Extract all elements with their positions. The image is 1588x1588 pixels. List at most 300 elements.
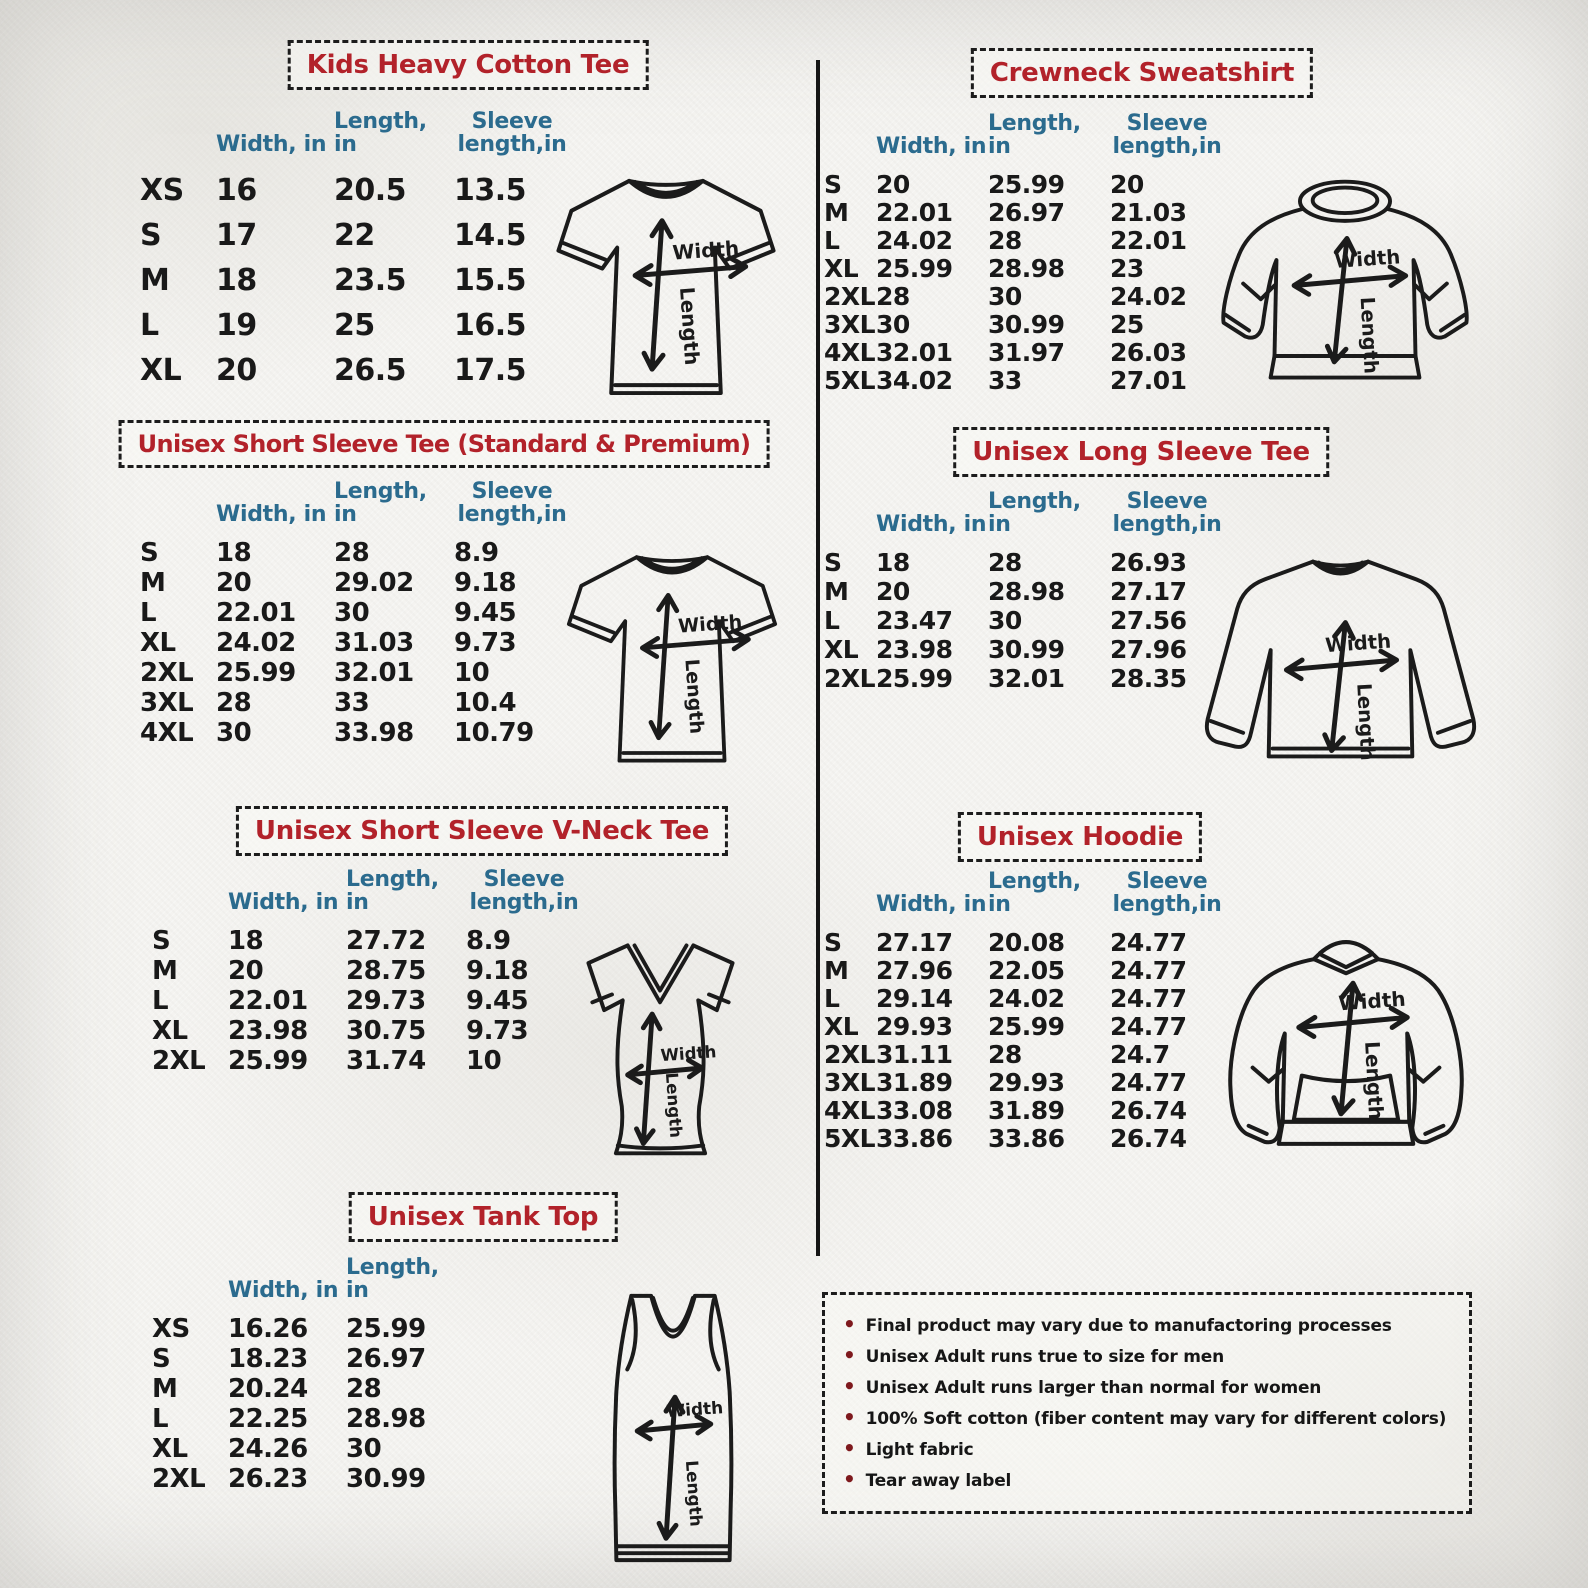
measurement-value: 31.03 bbox=[334, 628, 414, 659]
size-row bbox=[824, 282, 1224, 310]
measurement-value: 28 bbox=[876, 282, 910, 312]
size-label: M bbox=[140, 568, 166, 599]
measurement-value: 13.5 bbox=[454, 173, 527, 209]
size-row bbox=[152, 1464, 466, 1494]
size-row bbox=[824, 606, 1224, 635]
measurement-value: 30.99 bbox=[988, 635, 1065, 665]
size-label: S bbox=[824, 548, 842, 578]
length-arrow-label: Length bbox=[661, 1071, 686, 1139]
measurement-value: 28.98 bbox=[988, 577, 1065, 607]
measurement-value: 24.02 bbox=[876, 226, 953, 256]
measurement-value: 24.02 bbox=[1110, 282, 1187, 312]
size-row bbox=[152, 1434, 466, 1464]
length-arrow-label: Length bbox=[1360, 1040, 1389, 1121]
measurement-value: 30.99 bbox=[988, 310, 1065, 340]
column-header: Width, in bbox=[228, 1278, 339, 1304]
measurement-value: 25.99 bbox=[216, 658, 296, 689]
measurement-value: 26.23 bbox=[228, 1464, 308, 1495]
size-label: M bbox=[824, 577, 849, 607]
hoodie-hood bbox=[1314, 942, 1378, 973]
column-header: Sleeve length,in bbox=[1112, 869, 1222, 918]
size-row bbox=[824, 1040, 1224, 1068]
width-arrow-label: Width bbox=[1324, 629, 1392, 658]
note-item: • 100% Soft cotton (fiber content may vary for different colors) bbox=[843, 1403, 1451, 1434]
measurement-value: 10 bbox=[466, 1046, 502, 1077]
size-row bbox=[824, 1124, 1224, 1152]
measurement-value: 27.96 bbox=[876, 956, 953, 986]
column-header: Length, in bbox=[346, 1255, 439, 1304]
measurement-value: 25.99 bbox=[346, 1314, 426, 1345]
measurement-value: 14.5 bbox=[454, 218, 527, 254]
tee-outline bbox=[558, 181, 773, 393]
measurement-value: 24.77 bbox=[1110, 956, 1187, 986]
section-title-unisex-short-sleeve-tee: Unisex Short Sleeve Tee (Standard & Premium) bbox=[119, 420, 770, 468]
tank-neck-armholes bbox=[627, 1298, 718, 1370]
measurement-value: 9.73 bbox=[454, 628, 517, 659]
measurement-value: 22.01 bbox=[1110, 226, 1187, 256]
measurement-value: 18.23 bbox=[228, 1344, 308, 1375]
size-label: XL bbox=[152, 1016, 188, 1047]
measurement-value: 16.26 bbox=[228, 1314, 308, 1345]
measurement-value: 31.74 bbox=[346, 1046, 426, 1077]
measurement-value: 25.99 bbox=[876, 664, 953, 694]
size-row bbox=[152, 1314, 466, 1344]
tank-hem-lines bbox=[617, 1546, 728, 1553]
unisex-short-sleeve-tee-table bbox=[140, 480, 570, 748]
size-label: 2XL bbox=[824, 664, 876, 694]
size-label: M bbox=[824, 198, 849, 228]
measurement-value: 27.01 bbox=[1110, 366, 1187, 396]
measurement-value: 18 bbox=[216, 538, 252, 569]
measurement-value: 10 bbox=[454, 658, 490, 689]
size-label: 2XL bbox=[824, 1040, 876, 1070]
length-arrow bbox=[644, 221, 671, 369]
measurement-value: 20.5 bbox=[334, 173, 407, 209]
size-row bbox=[824, 928, 1224, 956]
measurement-value: 20 bbox=[1110, 170, 1144, 200]
measurement-value: 20.08 bbox=[988, 928, 1065, 958]
measurement-value: 9.18 bbox=[466, 956, 529, 987]
measurement-value: 31.97 bbox=[988, 338, 1065, 368]
unisex-hoodie-table bbox=[824, 870, 1224, 1152]
note-item: • Light fabric bbox=[843, 1434, 1451, 1465]
measurement-value: 16.5 bbox=[454, 308, 527, 344]
measurement-value: 28 bbox=[334, 538, 370, 569]
size-label: M bbox=[152, 956, 178, 987]
length-arrow-label: Length bbox=[680, 658, 709, 735]
size-row bbox=[824, 366, 1224, 394]
measurement-value: 26.74 bbox=[1110, 1096, 1187, 1126]
measurement-value: 20 bbox=[228, 956, 264, 987]
width-arrow-label: Width bbox=[1337, 986, 1407, 1016]
column-header: Length, in bbox=[988, 869, 1081, 918]
measurement-value: 30.99 bbox=[346, 1464, 426, 1495]
size-row bbox=[824, 1096, 1224, 1124]
measurement-value: 24.02 bbox=[988, 984, 1065, 1014]
measurement-value: 24.77 bbox=[1110, 1068, 1187, 1098]
length-arrow-label: Length bbox=[1355, 296, 1383, 375]
measurement-value: 10.4 bbox=[454, 688, 517, 719]
product-notes-box bbox=[822, 1292, 1472, 1514]
v-neck-tee-drawing bbox=[548, 918, 773, 1168]
length-arrow bbox=[636, 1014, 660, 1143]
size-row bbox=[140, 303, 570, 348]
measurement-value: 28.98 bbox=[988, 254, 1065, 284]
measurement-value: 31.89 bbox=[876, 1068, 953, 1098]
size-label: 2XL bbox=[140, 658, 194, 689]
crewneck-sweatshirt-drawing bbox=[1195, 168, 1495, 403]
measurement-value: 9.45 bbox=[466, 986, 529, 1017]
size-label: L bbox=[140, 598, 157, 629]
size-label: L bbox=[152, 986, 169, 1017]
size-row bbox=[824, 198, 1224, 226]
size-label: XL bbox=[140, 628, 176, 659]
measurement-value: 28.75 bbox=[346, 956, 426, 987]
section-title-unisex-hoodie: Unisex Hoodie bbox=[958, 812, 1202, 862]
measurement-value: 18 bbox=[876, 548, 910, 578]
width-arrow-label: Width bbox=[659, 1042, 717, 1066]
size-label: 4XL bbox=[140, 718, 194, 749]
size-label: 3XL bbox=[824, 310, 876, 340]
size-row bbox=[824, 956, 1224, 984]
column-header: Width, in bbox=[876, 512, 987, 538]
note-item: • Final product may vary due to manufactoring processes bbox=[843, 1310, 1451, 1341]
size-row bbox=[140, 258, 570, 303]
length-arrow bbox=[651, 595, 677, 737]
column-header: Sleeve length,in bbox=[469, 867, 579, 916]
size-row bbox=[824, 635, 1224, 664]
measurement-value: 16 bbox=[216, 173, 257, 209]
size-row bbox=[824, 1012, 1224, 1040]
size-label: XL bbox=[824, 635, 859, 665]
measurement-value: 23 bbox=[1110, 254, 1144, 284]
measurement-value: 23.5 bbox=[334, 263, 407, 299]
width-arrow-label: Width bbox=[671, 236, 740, 265]
measurement-value: 22 bbox=[334, 218, 375, 254]
measurement-value: 22.01 bbox=[228, 986, 308, 1017]
measurement-value: 33.86 bbox=[988, 1124, 1065, 1154]
column-header: Sleeve length,in bbox=[1112, 111, 1222, 160]
measurement-value: 20 bbox=[216, 353, 257, 389]
size-row bbox=[140, 688, 570, 718]
measurement-value: 23.98 bbox=[228, 1016, 308, 1047]
measurement-value: 30 bbox=[346, 1434, 382, 1465]
width-arrow-label: Width bbox=[665, 1397, 724, 1422]
length-arrow-label: Length bbox=[681, 1459, 707, 1528]
size-row bbox=[824, 664, 1224, 693]
size-row bbox=[152, 1404, 466, 1434]
measurement-value: 28 bbox=[988, 226, 1022, 256]
measurement-value: 24.77 bbox=[1110, 1012, 1187, 1042]
size-label: 2XL bbox=[152, 1464, 206, 1495]
measurement-value: 30 bbox=[988, 606, 1022, 636]
measurement-value: 9.18 bbox=[454, 568, 517, 599]
size-row bbox=[152, 1344, 466, 1374]
size-label: 2XL bbox=[152, 1046, 206, 1077]
size-label: M bbox=[140, 263, 170, 299]
measurement-value: 24.26 bbox=[228, 1434, 308, 1465]
size-row bbox=[824, 577, 1224, 606]
table-header-row bbox=[140, 110, 570, 156]
column-header: Width, in bbox=[876, 134, 987, 160]
measurement-value: 25.99 bbox=[876, 254, 953, 284]
size-label: 4XL bbox=[824, 1096, 876, 1126]
size-label: S bbox=[140, 538, 159, 569]
measurement-value: 22.01 bbox=[876, 198, 953, 228]
size-row bbox=[140, 213, 570, 258]
measurement-value: 26.97 bbox=[988, 198, 1065, 228]
size-label: S bbox=[824, 170, 842, 200]
size-row bbox=[140, 598, 570, 628]
measurement-value: 30 bbox=[216, 718, 252, 749]
size-label: S bbox=[152, 926, 171, 957]
size-row bbox=[140, 718, 570, 748]
section-title-crewneck-sweatshirt: Crewneck Sweatshirt bbox=[971, 48, 1313, 98]
measurement-value: 22.01 bbox=[216, 598, 296, 629]
size-label: S bbox=[824, 928, 842, 958]
hoodie-hem-band bbox=[1279, 1122, 1414, 1144]
unisex-long-sleeve-tee-table bbox=[824, 490, 1224, 693]
measurement-value: 24.02 bbox=[216, 628, 296, 659]
measurement-value: 28 bbox=[216, 688, 252, 719]
measurement-value: 9.45 bbox=[454, 598, 517, 629]
column-header: Length, in bbox=[988, 111, 1081, 160]
size-row bbox=[140, 568, 570, 598]
measurement-value: 10.79 bbox=[454, 718, 534, 749]
size-row bbox=[152, 926, 582, 956]
table-header-row bbox=[140, 480, 570, 526]
measurement-value: 8.9 bbox=[466, 926, 511, 957]
measurement-value: 33.86 bbox=[876, 1124, 953, 1154]
measurement-value: 27.96 bbox=[1110, 635, 1187, 665]
column-header: Sleeve length,in bbox=[457, 479, 567, 528]
table-header-row bbox=[824, 112, 1224, 158]
short-sleeve-tee-drawing bbox=[552, 540, 792, 774]
size-row bbox=[152, 956, 582, 986]
long-sleeve-tee-drawing bbox=[1178, 540, 1503, 781]
measurement-value: 25 bbox=[334, 308, 375, 344]
kids-tee-drawing bbox=[540, 163, 792, 407]
measurement-value: 23.47 bbox=[876, 606, 953, 636]
size-row bbox=[140, 168, 570, 213]
crewneck-sweatshirt-table bbox=[824, 112, 1224, 394]
length-arrow-label: Length bbox=[1352, 682, 1380, 762]
measurement-value: 27.17 bbox=[1110, 577, 1187, 607]
measurement-value: 23.98 bbox=[876, 635, 953, 665]
length-arrow-label: Length bbox=[674, 286, 704, 366]
crewneck-hem-band bbox=[1271, 356, 1420, 378]
measurement-value: 27.72 bbox=[346, 926, 426, 957]
column-header: Width, in bbox=[228, 890, 339, 916]
measurement-value: 17.5 bbox=[454, 353, 527, 389]
size-label: 5XL bbox=[824, 1124, 876, 1154]
measurement-value: 24.77 bbox=[1110, 928, 1187, 958]
size-label: L bbox=[140, 308, 159, 344]
measurement-value: 26.93 bbox=[1110, 548, 1187, 578]
size-label: M bbox=[152, 1374, 178, 1405]
measurement-value: 34.02 bbox=[876, 366, 953, 396]
table-header-row bbox=[824, 490, 1224, 536]
column-header: Length, in bbox=[334, 479, 427, 528]
measurement-value: 32.01 bbox=[876, 338, 953, 368]
size-label: S bbox=[140, 218, 162, 254]
tee-collar bbox=[637, 557, 708, 572]
size-row bbox=[140, 348, 570, 393]
measurement-value: 26.97 bbox=[346, 1344, 426, 1375]
size-label: 2XL bbox=[824, 282, 876, 312]
size-row bbox=[152, 1016, 582, 1046]
crewneck-sleeve-creases bbox=[1243, 284, 1447, 300]
measurement-value: 21.03 bbox=[1110, 198, 1187, 228]
measurement-value: 29.14 bbox=[876, 984, 953, 1014]
measurement-value: 33.08 bbox=[876, 1096, 953, 1126]
measurement-value: 33.98 bbox=[334, 718, 414, 749]
measurement-value: 29.93 bbox=[876, 1012, 953, 1042]
size-label: XL bbox=[140, 353, 182, 389]
measurement-value: 25.99 bbox=[988, 1012, 1065, 1042]
measurement-value: 33 bbox=[988, 366, 1022, 396]
measurement-value: 30 bbox=[988, 282, 1022, 312]
column-divider-line bbox=[816, 60, 820, 1256]
measurement-value: 30.75 bbox=[346, 1016, 426, 1047]
crewneck-collar-inner bbox=[1313, 188, 1378, 213]
measurement-value: 24.77 bbox=[1110, 984, 1187, 1014]
size-row bbox=[152, 986, 582, 1016]
measurement-value: 28 bbox=[346, 1374, 382, 1405]
measurement-value: 29.73 bbox=[346, 986, 426, 1017]
measurement-value: 18 bbox=[216, 263, 257, 299]
size-label: 3XL bbox=[824, 1068, 876, 1098]
measurement-value: 20 bbox=[876, 170, 910, 200]
size-label: L bbox=[824, 226, 840, 256]
measurement-value: 30 bbox=[876, 310, 910, 340]
size-row bbox=[824, 170, 1224, 198]
measurement-value: 32.01 bbox=[988, 664, 1065, 694]
size-label: 5XL bbox=[824, 366, 876, 396]
measurement-value: 26.5 bbox=[334, 353, 407, 389]
size-label: L bbox=[824, 606, 840, 636]
measurement-value: 31.11 bbox=[876, 1040, 953, 1070]
measurement-value: 22.25 bbox=[228, 1404, 308, 1435]
size-row bbox=[824, 984, 1224, 1012]
size-label: S bbox=[152, 1344, 171, 1375]
kids-heavy-cotton-tee-table bbox=[140, 110, 570, 393]
measurement-value: 26.03 bbox=[1110, 338, 1187, 368]
column-header: Length, in bbox=[988, 489, 1081, 538]
measurement-value: 25 bbox=[1110, 310, 1144, 340]
measurement-value: 29.93 bbox=[988, 1068, 1065, 1098]
size-label: 4XL bbox=[824, 338, 876, 368]
table-header-row bbox=[152, 868, 582, 914]
column-header: Sleeve length,in bbox=[1112, 489, 1222, 538]
measurement-value: 31.89 bbox=[988, 1096, 1065, 1126]
size-row bbox=[152, 1046, 582, 1076]
section-title-unisex-long-sleeve-tee: Unisex Long Sleeve Tee bbox=[953, 427, 1329, 477]
measurement-value: 28 bbox=[988, 548, 1022, 578]
measurement-value: 20 bbox=[216, 568, 252, 599]
note-item: • Unisex Adult runs larger than normal for women bbox=[843, 1372, 1451, 1403]
size-label: XL bbox=[152, 1434, 188, 1465]
measurement-value: 33 bbox=[334, 688, 370, 719]
size-row bbox=[824, 226, 1224, 254]
measurement-value: 32.01 bbox=[334, 658, 414, 689]
measurement-value: 28.98 bbox=[346, 1404, 426, 1435]
measurement-value: 9.73 bbox=[466, 1016, 529, 1047]
size-row bbox=[824, 254, 1224, 282]
size-label: M bbox=[824, 956, 849, 986]
measurement-value: 29.02 bbox=[334, 568, 414, 599]
size-row bbox=[140, 628, 570, 658]
tee-collar bbox=[629, 181, 703, 197]
column-header: Width, in bbox=[216, 502, 327, 528]
size-row bbox=[140, 658, 570, 688]
measurement-value: 25.99 bbox=[228, 1046, 308, 1077]
measurement-value: 27.17 bbox=[876, 928, 953, 958]
measurement-value: 28.35 bbox=[1110, 664, 1187, 694]
size-label: XS bbox=[140, 173, 184, 209]
measurement-value: 17 bbox=[216, 218, 257, 254]
measurement-value: 25.99 bbox=[988, 170, 1065, 200]
width-arrow-label: Width bbox=[677, 610, 743, 638]
measurement-value: 28 bbox=[988, 1040, 1022, 1070]
section-title-unisex-tank-top: Unisex Tank Top bbox=[349, 1192, 618, 1242]
size-row bbox=[824, 338, 1224, 366]
hoodie-drawing bbox=[1200, 915, 1492, 1171]
column-header: Length, in bbox=[346, 867, 439, 916]
column-header: Sleeve length,in bbox=[457, 109, 567, 158]
unisex-v-neck-tee-table bbox=[152, 868, 582, 1076]
size-label: L bbox=[824, 984, 840, 1014]
size-row bbox=[140, 538, 570, 568]
size-label: XL bbox=[824, 1012, 859, 1042]
column-header: Width, in bbox=[876, 892, 987, 918]
tank-top-drawing bbox=[585, 1282, 760, 1580]
measurement-value: 18 bbox=[228, 926, 264, 957]
note-item: • Unisex Adult runs true to size for men bbox=[843, 1341, 1451, 1372]
size-row bbox=[152, 1374, 466, 1404]
table-header-row bbox=[824, 870, 1224, 916]
measurement-value: 22.05 bbox=[988, 956, 1065, 986]
measurement-value: 26.74 bbox=[1110, 1124, 1187, 1154]
measurement-value: 20.24 bbox=[228, 1374, 308, 1405]
size-row bbox=[824, 310, 1224, 338]
section-title-unisex-v-neck-tee: Unisex Short Sleeve V-Neck Tee bbox=[236, 806, 728, 856]
column-header: Length, in bbox=[334, 109, 427, 158]
measurement-value: 19 bbox=[216, 308, 257, 344]
vneck-collar bbox=[628, 945, 694, 1002]
measurement-value: 20 bbox=[876, 577, 910, 607]
longsleeve-collar bbox=[1313, 562, 1368, 574]
size-label: XS bbox=[152, 1314, 190, 1345]
section-title-kids-heavy-cotton-tee: Kids Heavy Cotton Tee bbox=[288, 40, 649, 90]
tee-outline bbox=[569, 557, 775, 760]
unisex-tank-top-table bbox=[152, 1256, 466, 1494]
measurement-value: 24.7 bbox=[1110, 1040, 1170, 1070]
size-label: 3XL bbox=[140, 688, 194, 719]
note-item: • Tear away label bbox=[843, 1465, 1451, 1496]
table-header-row bbox=[152, 1256, 466, 1302]
width-arrow-label: Width bbox=[1333, 245, 1402, 273]
size-label: L bbox=[152, 1404, 169, 1435]
size-label: XL bbox=[824, 254, 859, 284]
measurement-value: 15.5 bbox=[454, 263, 527, 299]
size-row bbox=[824, 1068, 1224, 1096]
measurement-value: 30 bbox=[334, 598, 370, 629]
column-header: Width, in bbox=[216, 132, 327, 158]
measurement-value: 8.9 bbox=[454, 538, 499, 569]
size-row bbox=[824, 548, 1224, 577]
measurement-value: 27.56 bbox=[1110, 606, 1187, 636]
